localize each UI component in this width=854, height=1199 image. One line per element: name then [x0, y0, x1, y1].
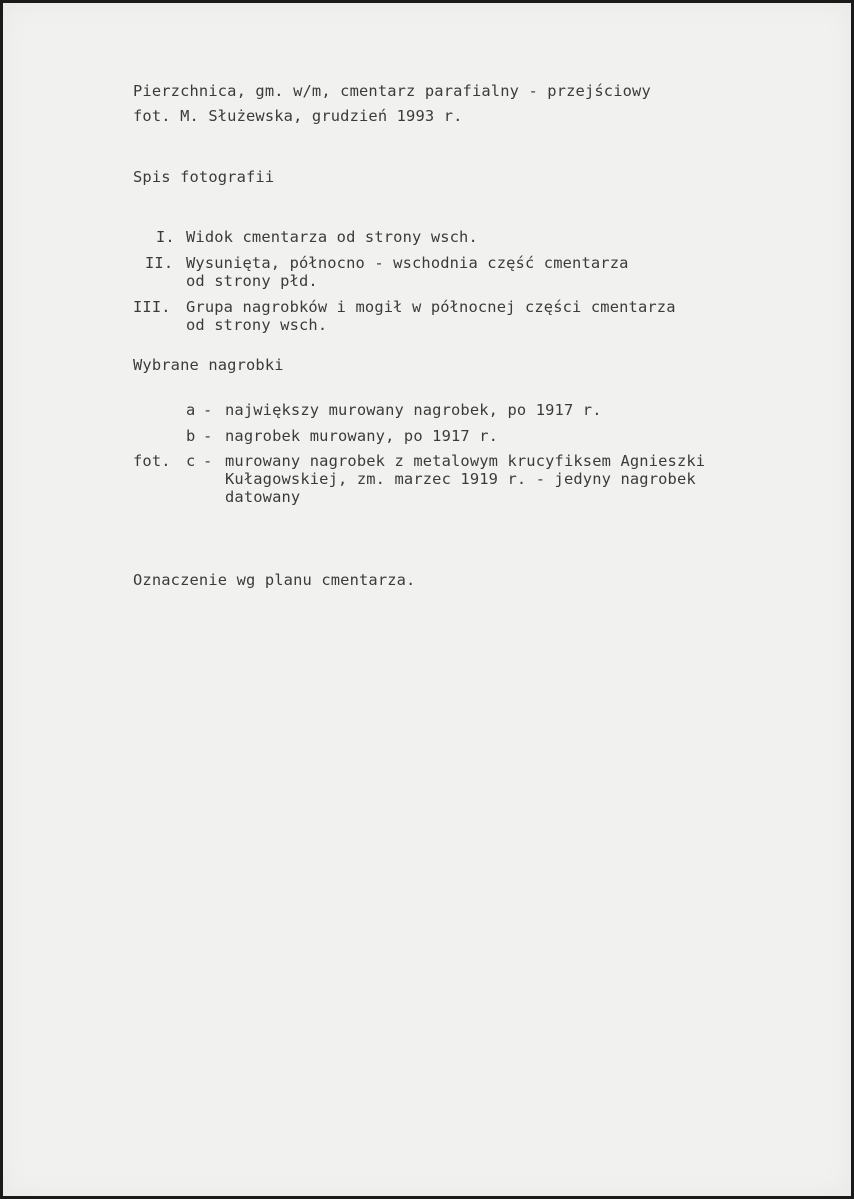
photo-list-heading: Spis fotografii	[133, 168, 275, 186]
grave-c-dash: -	[203, 452, 213, 470]
photo-item-2-text-line-2: od strony płd.	[186, 272, 318, 290]
grave-b-dash: -	[203, 427, 213, 445]
grave-c-text-line-1: murowany nagrobek z metalowym krucyfiksem Agnieszki	[225, 452, 706, 470]
grave-b-text: nagrobek murowany, po 1917 r.	[225, 427, 499, 445]
header-line-2: fot. M. Służewska, grudzień 1993 r.	[133, 107, 463, 125]
grave-c-letter: c	[186, 452, 196, 470]
grave-a-text: największy murowany nagrobek, po 1917 r.	[225, 401, 602, 419]
document-page	[3, 3, 851, 1196]
grave-b-letter: b	[186, 427, 196, 445]
grave-c-text-line-2: Kułagowskiej, zm. marzec 1919 r. - jedyny nagrobek	[225, 470, 696, 488]
grave-c-prefix: fot.	[133, 452, 171, 470]
grave-a-letter: a	[186, 401, 196, 419]
header-line-1: Pierzchnica, gm. w/m, cmentarz parafialny - przejściowy	[133, 82, 651, 100]
photo-item-3-text-line-2: od strony wsch.	[186, 316, 328, 334]
graves-heading: Wybrane nagrobki	[133, 356, 284, 374]
photo-item-2-number: II.	[145, 254, 174, 272]
photo-item-3-text-line-1: Grupa nagrobków i mogił w północnej części cmentarza	[186, 298, 676, 316]
photo-item-1-text: Widok cmentarza od strony wsch.	[186, 228, 478, 246]
photo-item-3-number: III.	[133, 298, 171, 316]
grave-c-text-line-3: datowany	[225, 488, 301, 506]
photo-item-2-text-line-1: Wysunięta, północno - wschodnia część cmentarza	[186, 254, 629, 272]
footer-note: Oznaczenie wg planu cmentarza.	[133, 571, 416, 589]
photo-item-1-number: I.	[156, 228, 175, 246]
grave-a-dash: -	[203, 401, 213, 419]
